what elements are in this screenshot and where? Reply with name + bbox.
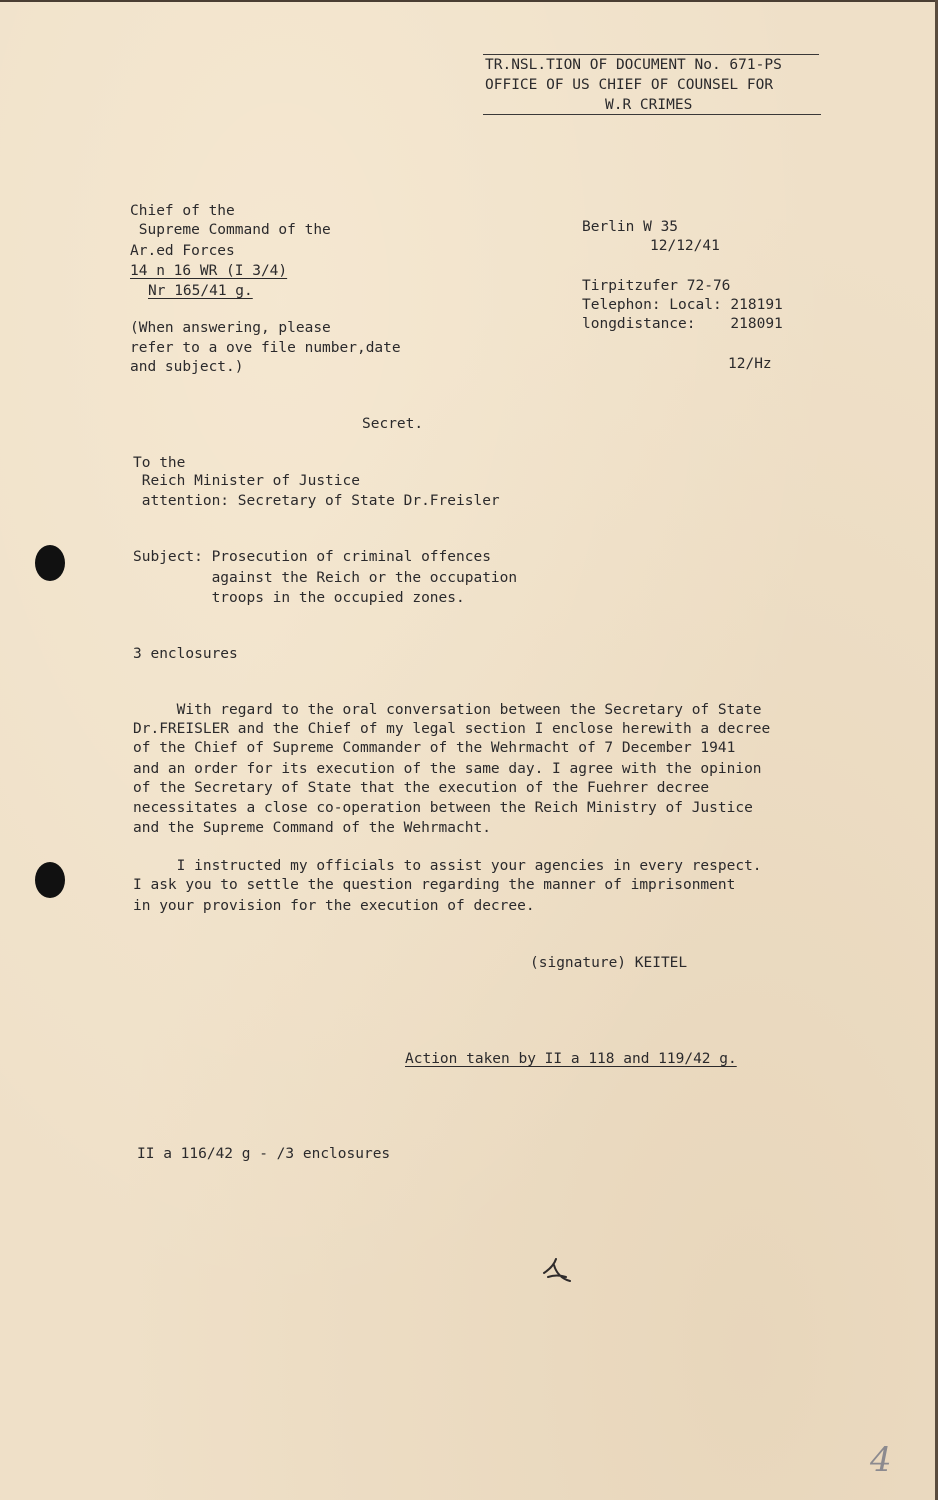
signature: (signature) KEITEL xyxy=(530,955,688,971)
action-taken: Action taken by II a 118 and 119/42 g. xyxy=(405,1051,737,1067)
enclosures: 3 enclosures xyxy=(133,646,238,662)
body-para2-line-2: I ask you to settle the question regarding the manner of imprisonment xyxy=(133,877,736,893)
punch-hole-lower xyxy=(35,862,65,898)
body-para1-line-6: necessitates a close co-operation between the Reich Ministry of Justice xyxy=(133,800,753,816)
body-para1-line-1: With regard to the oral conversation between the Secretary of State xyxy=(133,702,762,718)
header-top-rule xyxy=(483,54,819,55)
recipient-line-2: Reich Minister of Justice xyxy=(133,473,360,489)
handwritten-initial-mark xyxy=(540,1255,574,1285)
sender-line-1: Chief of the xyxy=(130,203,235,219)
footer-reference: II a 116/42 g - /3 enclosures xyxy=(137,1146,391,1162)
punch-hole-upper xyxy=(35,545,65,581)
page-edge-top xyxy=(0,0,938,2)
typist-initials: 12/Hz xyxy=(728,356,772,372)
body-para1-line-2: Dr.FREISLER and the Chief of my legal section I enclose herewith a decree xyxy=(133,721,771,737)
body-para2-line-3: in your provision for the execution of decree. xyxy=(133,898,535,914)
subject-line-1: Subject: Prosecution of criminal offences xyxy=(133,549,491,565)
sender-line-2: Supreme Command of the xyxy=(130,222,331,238)
sender-line-3: Ar.ed Forces xyxy=(130,243,235,259)
subject-line-3: troops in the occupied zones. xyxy=(133,590,465,606)
telephone-longdistance: longdistance: 218091 xyxy=(582,316,783,332)
body-para1-line-4: and an order for its execution of the same day. I agree with the opinion xyxy=(133,761,762,777)
answer-note-3: and subject.) xyxy=(130,359,244,375)
file-number: Nr 165/41 g. xyxy=(148,283,253,299)
street-address: Tirpitzufer 72-76 xyxy=(582,278,731,294)
telephone-local: Telephon: Local: 218191 xyxy=(582,297,783,313)
body-para2-line-1: I instructed my officials to assist your agencies in every respect. xyxy=(133,858,762,874)
file-reference: 14 n 16 WR (I 3/4) xyxy=(130,263,288,279)
subject-line-2: against the Reich or the occupation xyxy=(133,570,518,586)
recipient-line-3: attention: Secretary of State Dr.Freisler xyxy=(133,493,500,509)
header-bottom-rule xyxy=(483,114,821,115)
answer-note-2: refer to a ove file number,date xyxy=(130,340,401,356)
body-para1-line-5: of the Secretary of State that the execution of the Fuehrer decree xyxy=(133,780,710,796)
header-line-2: OFFICE OF US CHIEF OF COUNSEL FOR xyxy=(485,77,774,93)
classification: Secret. xyxy=(362,416,424,432)
page-number: 4 xyxy=(870,1440,892,1480)
body-para1-line-7: and the Supreme Command of the Wehrmacht. xyxy=(133,820,491,836)
place: Berlin W 35 xyxy=(582,219,679,235)
answer-note-1: (When answering, please xyxy=(130,320,331,336)
header-line-3: W.R CRIMES xyxy=(605,97,693,113)
recipient-line-1: To the xyxy=(133,455,186,471)
body-para1-line-3: of the Chief of Supreme Commander of the Wehrmacht of 7 December 1941 xyxy=(133,740,736,756)
date: 12/12/41 xyxy=(650,238,720,254)
header-line-1: TR.NSL.TION OF DOCUMENT No. 671-PS xyxy=(485,57,782,73)
